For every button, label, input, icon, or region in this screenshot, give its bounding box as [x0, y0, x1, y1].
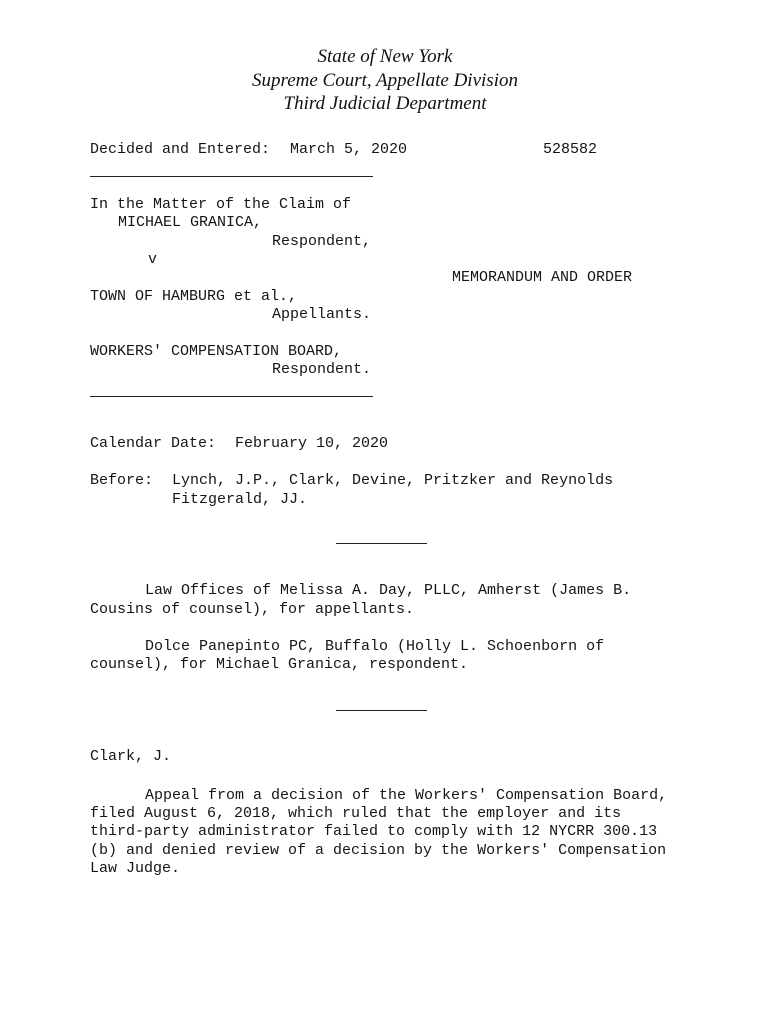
claimant-role: Respondent, — [272, 233, 372, 250]
before-judges-line2: Fitzgerald, JJ. — [172, 491, 308, 508]
claimant-name: MICHAEL GRANICA, — [118, 214, 263, 231]
versus: v — [148, 251, 158, 268]
counsel-respondent-line2: counsel), for Michael Granica, respondent. — [90, 656, 469, 673]
before-judges-line1: Lynch, J.P., Clark, Devine, Pritzker and Reynolds — [172, 472, 614, 489]
caption-top-rule — [90, 176, 373, 177]
section-divider-2 — [336, 710, 427, 711]
section-divider-1 — [336, 543, 427, 544]
opinion-text-line2: filed August 6, 2018, which ruled that the employer and its — [90, 805, 622, 822]
board-name: WORKERS' COMPENSATION BOARD, — [90, 343, 343, 360]
appellant-role: Appellants. — [272, 306, 372, 323]
calendar-label: Calendar Date: — [90, 435, 217, 452]
counsel-appellants-line1: Law Offices of Melissa A. Day, PLLC, Amherst (James B. — [145, 582, 632, 599]
opinion-author: Clark, J. — [90, 748, 172, 765]
board-role: Respondent. — [272, 361, 372, 378]
court-department: Third Judicial Department — [283, 93, 487, 114]
opinion-text-line1: Appeal from a decision of the Workers' Compensation Board, — [145, 787, 668, 804]
counsel-respondent-line1: Dolce Panepinto PC, Buffalo (Holly L. Schoenborn of — [145, 638, 605, 655]
court-name: Supreme Court, Appellate Division — [252, 70, 518, 91]
calendar-date: February 10, 2020 — [235, 435, 389, 452]
decided-label: Decided and Entered: — [90, 141, 271, 158]
before-label: Before: — [90, 472, 154, 489]
opinion-text-line4: (b) and denied review of a decision by the Workers' Compensation — [90, 842, 667, 859]
counsel-appellants-line2: Cousins of counsel), for appellants. — [90, 601, 415, 618]
appellant-name: TOWN OF HAMBURG et al., — [90, 288, 298, 305]
docket-number: 528582 — [543, 141, 598, 158]
caption-matter-line: In the Matter of the Claim of — [90, 196, 352, 213]
court-state: State of New York — [317, 46, 453, 67]
opinion-text-line3: third-party administrator failed to comply with 12 NYCRR 300.13 — [90, 823, 658, 840]
decided-date: March 5, 2020 — [290, 141, 408, 158]
opinion-text-line5: Law Judge. — [90, 860, 181, 877]
document-title: MEMORANDUM AND ORDER — [452, 269, 633, 286]
caption-bottom-rule — [90, 396, 373, 397]
